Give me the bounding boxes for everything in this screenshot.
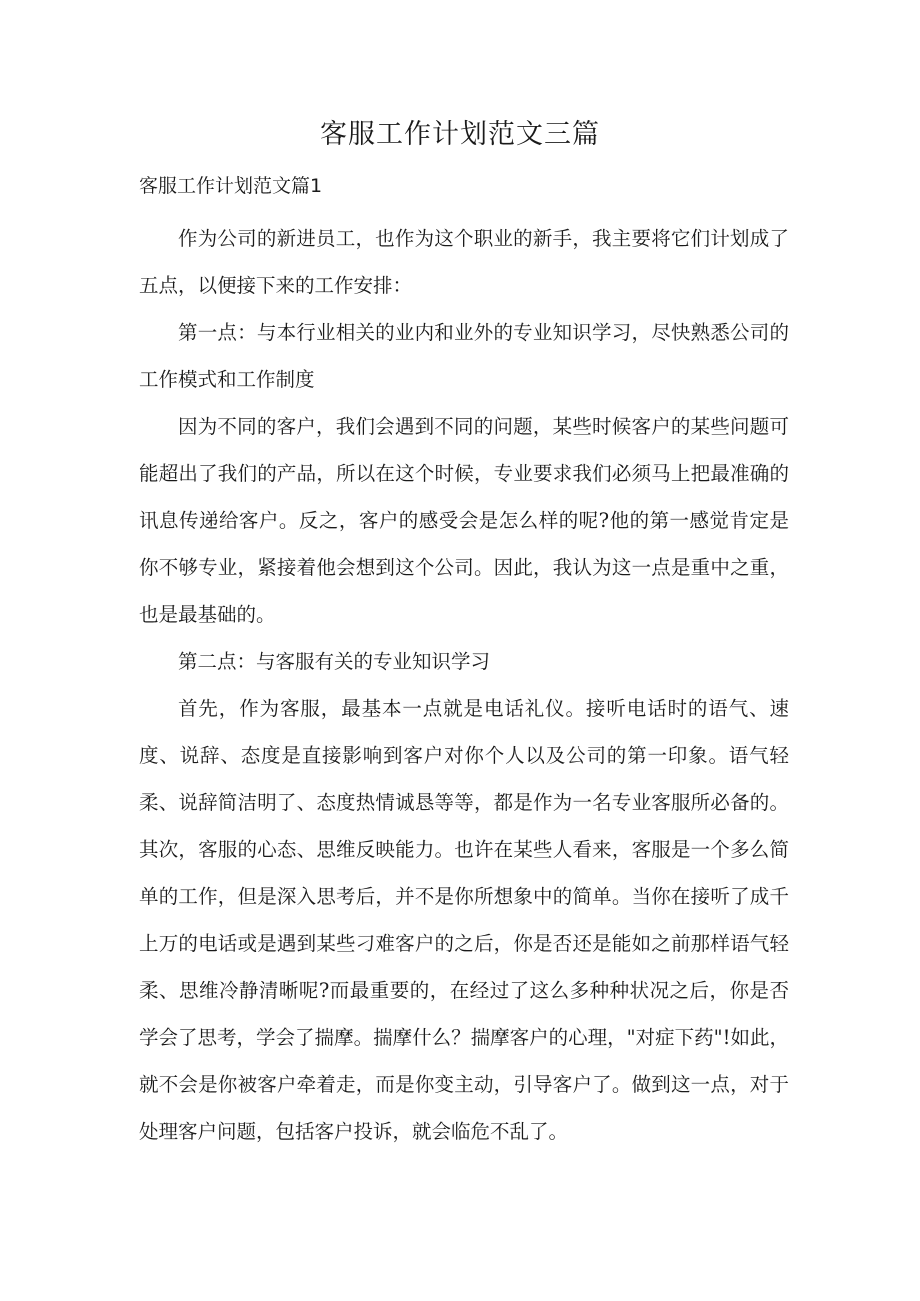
document-title: 客服工作计划范文三篇 — [320, 119, 600, 150]
paragraph: 第二点：与客服有关的专业知识学习 — [178, 650, 491, 673]
paragraph: 首先，作为客服，最基本一点就是电话礼仪。接听电话时的语气、速度、说辞、态度是直接影响到客户对你个人以及公司的第一印象。语气轻柔、说辞简洁明了、态度热情诚恳等等，都是作为一名专业客服所必备的。其次，客服的心态、思维反映能力。也许在某些人看来，客服是一个多么简单的工作，但是深入思考后，并不是你所想象中的简单。当你在接听了成千上万的电话或是遇到某些刁难客户的之后，你是否还是能如之前那样语气轻柔、思维冷静清晰呢?而最重要的，在经过了这么多种种状况之后，你是否学会了思考，学会了揣摩。揣摩什么？揣摩客户的心理，"对症下药"!如此，就不会是你被客户牵着走，而是你变主动，引导客户了。做到这一点，对于处理客户问题，包括客户投诉，就会临危不乱了。 — [139, 697, 789, 1143]
paragraph: 作为公司的新进员工，也作为这个职业的新手，我主要将它们计划成了五点，以便接下来的工作安排： — [139, 227, 789, 297]
document-body — [139, 215, 789, 1155]
paragraph: 第一点：与本行业相关的业内和业外的专业知识学习，尽快熟悉公司的工作模式和工作制度 — [139, 321, 789, 391]
paragraph: 因为不同的客户，我们会遇到不同的问题，某些时候客户的某些问题可能超出了我们的产品，所以在这个时候，专业要求我们必须马上把最准确的讯息传递给客户。反之，客户的感受会是怎么样的呢?他的第一感觉肯定是你不够专业，紧接着他会想到这个公司。因此，我认为这一点是重中之重，也是最基础的。 — [139, 415, 789, 626]
section-heading: 客服工作计划范文篇1 — [139, 175, 323, 197]
